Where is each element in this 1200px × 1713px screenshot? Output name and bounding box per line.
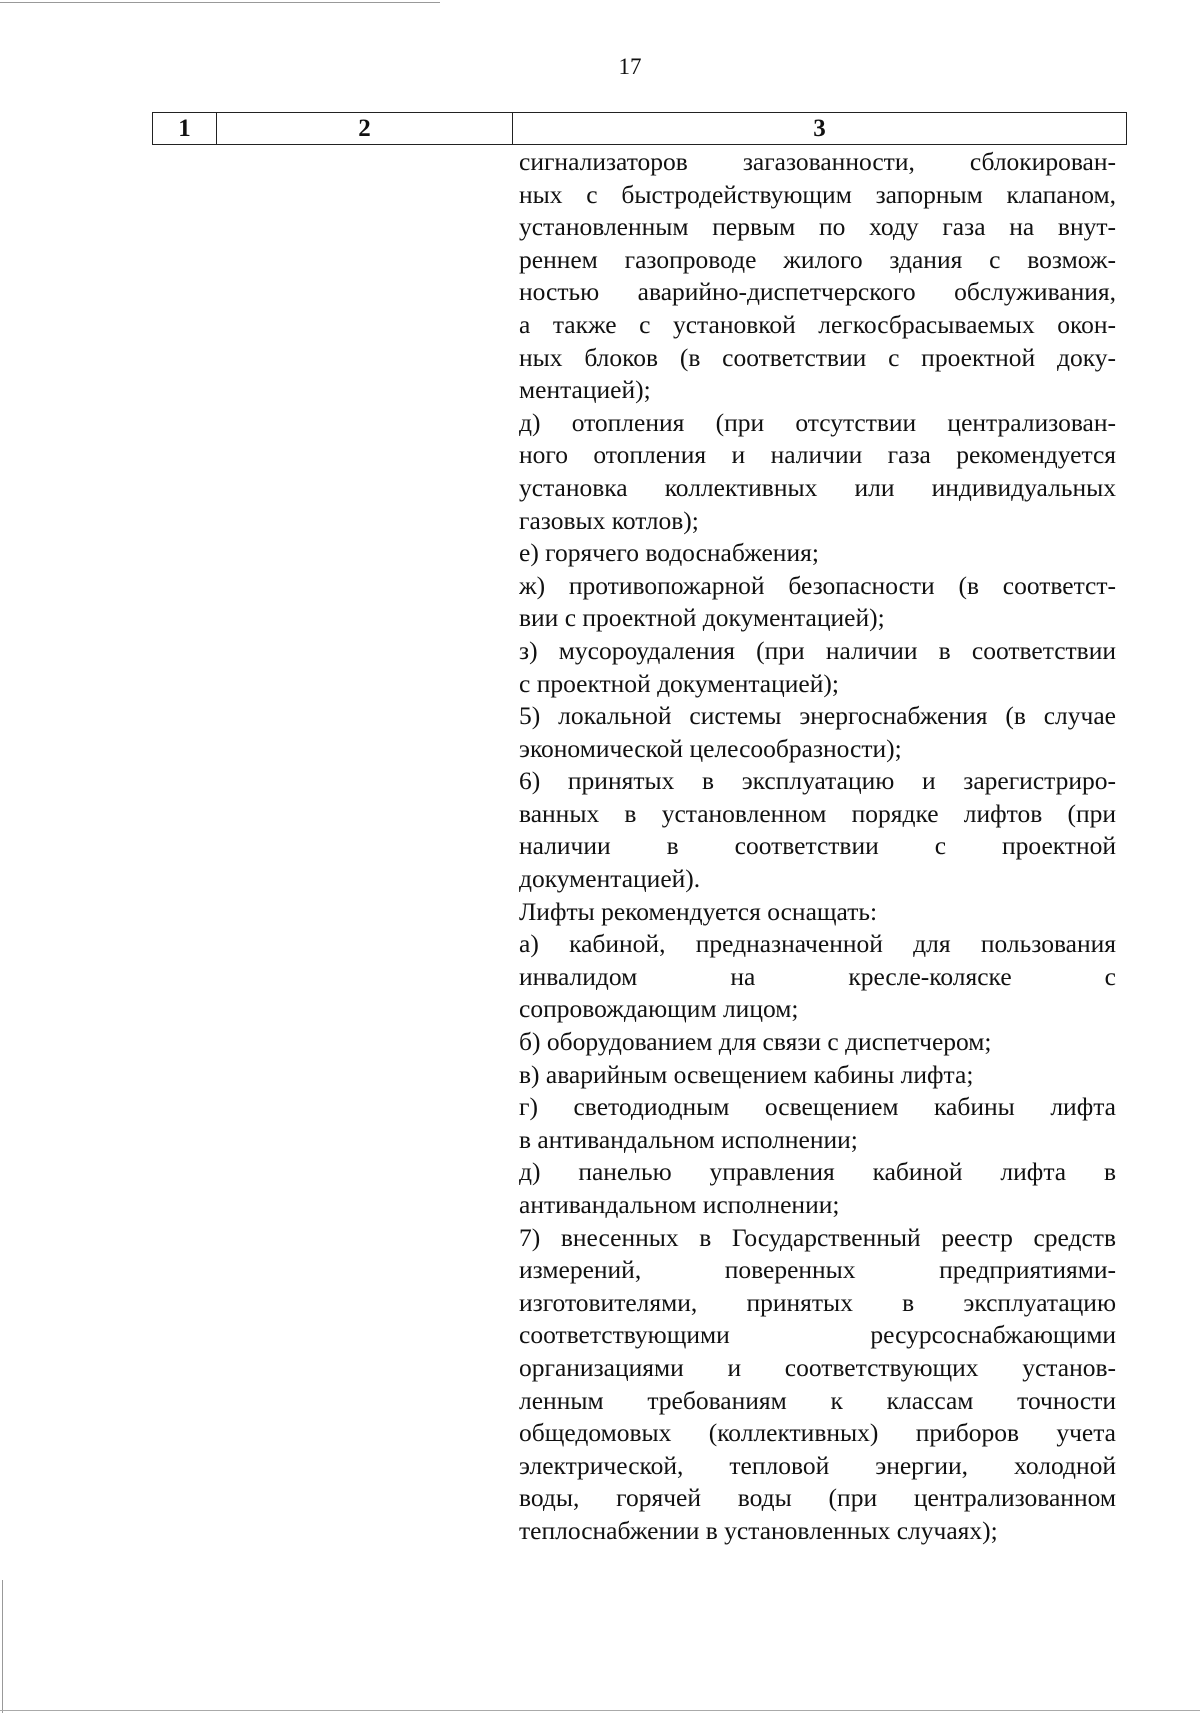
text-line: инвалидом на кресле-коляске с	[519, 961, 1116, 991]
text-line: а также с установкой легкосбрасываемых окон-	[519, 309, 1116, 339]
text-line: з) мусороудаления (при наличии в соответствии	[519, 635, 1116, 665]
text-line: ж) противопожарной безопасности (в соответст-	[519, 570, 1116, 600]
text-line: Лифты рекомендуется оснащать:	[519, 896, 878, 926]
text-line: соответствующими ресурсоснабжающими	[519, 1320, 1116, 1350]
text-line: ных блоков (в соответствии с проектной доку-	[519, 342, 1116, 372]
text-line: в) аварийным освещением кабины лифта;	[519, 1059, 974, 1089]
text-line: 5) локальной системы энергоснабжения (в случае	[519, 701, 1116, 731]
text-line: антивандальном исполнении;	[519, 1190, 840, 1219]
text-line: ленным требованиям к классам точности	[519, 1385, 1116, 1415]
text-line: установка коллективных или индивидуальных	[519, 472, 1116, 502]
text-line: ных с быстродействующим запорным клапаном,	[519, 179, 1116, 209]
text-line: общедомовых (коллективных) приборов учета	[519, 1418, 1116, 1448]
text-line: е) горячего водоснабжения;	[519, 538, 819, 568]
text-line: 6) принятых в эксплуатацию и зарегистриро-	[519, 766, 1116, 796]
text-line: электрической, тепловой энергии, холодной	[519, 1450, 1116, 1480]
text-line: наличии в соответствии с проектной	[519, 831, 1116, 861]
text-line: экономической целесообразности);	[519, 733, 902, 763]
scan-line-left	[2, 1580, 3, 1713]
text-line: 7) внесенных в Государственный реестр средств	[519, 1222, 1116, 1252]
text-line: г) светодиодным освещением кабины лифта	[519, 1092, 1116, 1122]
text-line: ментацией);	[519, 375, 651, 405]
text-line: в антивандальном исполнении;	[519, 1124, 858, 1154]
column-3-header: 3	[813, 114, 826, 142]
text-line: газовых котлов);	[519, 505, 699, 535]
text-line: измерений, поверенных предприятиями-	[519, 1255, 1116, 1285]
text-line: б) оборудованием для связи с диспетчером;	[519, 1027, 992, 1057]
text-line: с проектной документацией);	[519, 668, 839, 698]
text-line: ванных в установленном порядке лифтов (при	[519, 798, 1116, 828]
text-line: установленным первым по ходу газа на внут-	[519, 212, 1116, 242]
text-line: д) панелью управления кабиной лифта в	[519, 1157, 1116, 1187]
text-line: реннем газопроводе жилого здания с возмож-	[519, 244, 1116, 274]
page-number: 17	[618, 54, 642, 79]
scan-line-top	[0, 2, 440, 3]
text-line: ностью аварийно-диспетчерского обслуживания,	[519, 277, 1116, 307]
scan-line-bottom	[0, 1710, 1200, 1711]
text-line: теплоснабжении в установленных случаях);	[519, 1515, 998, 1545]
text-line: изготовителями, принятых в эксплуатацию	[519, 1287, 1116, 1317]
text-line: документацией).	[519, 864, 701, 894]
column-3-text	[519, 146, 1116, 1548]
text-line: сопровождающим лицом;	[519, 994, 799, 1024]
text-line: организациями и соответствующих установ-	[519, 1352, 1116, 1382]
text-line: а) кабиной, предназначенной для пользования	[519, 929, 1116, 959]
text-line: д) отопления (при отсутствии централизован-	[519, 407, 1116, 437]
text-line: воды, горячей воды (при централизованном	[519, 1483, 1116, 1513]
text-line: сигнализаторов загазованности, сблокирован-	[519, 147, 1116, 176]
column-2-header: 2	[217, 113, 513, 144]
text-line: ного отопления и наличии газа рекомендуется	[519, 440, 1116, 470]
text-line: вии с проектной документацией);	[519, 603, 885, 633]
table-header-row	[152, 112, 1127, 145]
column-1-header: 1	[153, 113, 217, 144]
